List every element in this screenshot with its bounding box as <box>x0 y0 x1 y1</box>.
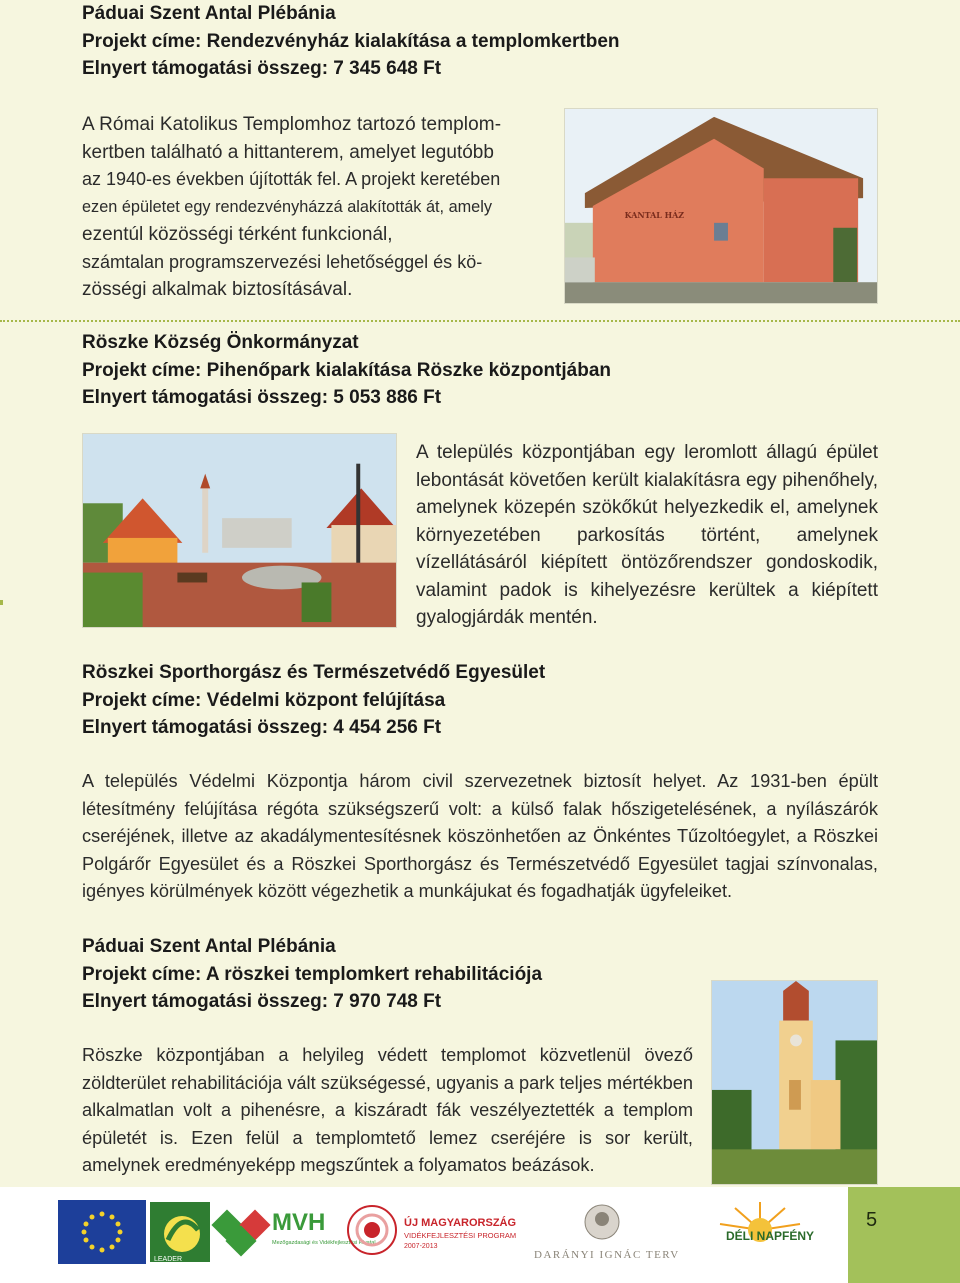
deli-napfeny-label: DÉLI NAPFÉNY <box>726 1229 815 1243</box>
umvp-line2: VIDÉKFEJLESZTÉSI PROGRAM <box>404 1231 517 1240</box>
section4-header <box>82 933 542 1016</box>
section4-title: Projekt címe: A röszkei templomkert rehabilitációja <box>82 963 543 985</box>
section1-amount: Elnyert támogatási összeg: 7 345 648 Ft <box>82 58 442 79</box>
section3-text: A település Védelmi Központja három civil szervezetnek biztosít helyet. Az 1931-ben épült létesítmény felújítása régóta szükségszerű volt: a külső falak hőszigetelésének, a nyílászárók cseréjének, illetve az akadálymentesítésnek köszönhetően az Önkéntes Tűzoltóegylet, a Röszkei Polgárőr Egyesület és a Röszkei Sporthorgász és Természetvédő Egyesület tagjai színvonalas, igényes körülmények között végezhetik a munkájukat és fogadhatják ügyfeleiket. <box>82 771 878 901</box>
margin-mark <box>0 600 3 605</box>
daranyi-logo <box>534 1200 684 1264</box>
mvh-sublabel: Mezőgazdasági és Vidékfejlesztési Hivatal <box>272 1240 376 1246</box>
divider-dots <box>0 320 960 322</box>
section2-text: A település központjában egy leromlott állagú épület lebontását követően került kialakításra egy pihenőhely, amelynek közepén szökőkút helyezkedik el, amelynek környezetében parkosítás történt, amelynek vízellátásáról kiépített öntözőrendszer gondoskodik, valamint padok is kihelyezésre kerültek a kiépített gyalogjárdák mentén. <box>416 442 878 628</box>
event-house-photo <box>564 108 878 304</box>
section2-header <box>82 329 611 412</box>
section3-title: Projekt címe: Védelmi központ felújítása <box>82 689 446 711</box>
section1-line: az 1940-es években újították fel. A projekt keretében <box>82 169 501 189</box>
page-number: 5 <box>866 1209 878 1231</box>
section1-line: számtalan programszervezési lehetőséggel és kö- <box>82 251 483 272</box>
eu-flag-logo <box>58 1200 146 1264</box>
umvp-logo <box>340 1200 530 1264</box>
deli-napfeny-logo <box>690 1200 830 1264</box>
section4-org: Páduai Szent Antal Plébánia <box>82 936 336 957</box>
section2-title: Projekt címe: Pihenőpark kialakítása Röszke központjában <box>82 359 612 381</box>
mvh-label: MVH <box>272 1209 326 1236</box>
section1-title: Projekt címe: Rendezvényház kialakítása a templomkertben <box>82 30 620 52</box>
daranyi-label: DARÁNYI IGNÁC TERV <box>534 1249 680 1261</box>
section1-header <box>82 0 620 83</box>
leader-label: LEADER <box>154 1256 183 1263</box>
church-photo <box>711 980 878 1185</box>
section2-amount: Elnyert támogatási összeg: 5 053 886 Ft <box>82 387 442 408</box>
section2-org: Röszke Község Önkormányzat <box>82 332 359 353</box>
umvp-line1: ÚJ MAGYARORSZÁG <box>404 1217 517 1229</box>
section3-amount: Elnyert támogatási összeg: 4 454 256 Ft <box>82 717 442 738</box>
section4-amount: Elnyert támogatási összeg: 7 970 748 Ft <box>82 991 442 1012</box>
section1-line: ezentúl közösségi térként funkcionál, <box>82 224 393 245</box>
mvh-logo <box>214 1200 376 1264</box>
section3-org: Röszkei Sporthorgász és Természetvédő Egyesület <box>82 662 546 683</box>
section1-line: A Római Katolikus Templomhoz tartozó templom- <box>82 114 502 135</box>
section3-header <box>82 659 545 742</box>
section1-line: zösségi alkalmak biztosításával. <box>82 279 353 300</box>
section1-text <box>82 111 544 304</box>
page-number-tab <box>848 1187 960 1283</box>
section4-text: Röszke központjában a helyileg védett templomot közvetlenül övező zöldterület rehabilitációja vált szükségessé, ugyanis a park teljes mértékben alkalmatlan volt a pihenésre, a kiszáradt fák veszélyeztették a templom épületét is. Ezen felül a templomtető lemez cseréjére is sor került, amelynek eredményeképp megszűntek a folyamatos beázások. <box>82 1045 693 1175</box>
section1-line: ezen épületet egy rendezvényházzá alakították át, amely <box>82 197 492 216</box>
leader-logo <box>150 1200 210 1264</box>
umvp-years: 2007-2013 <box>404 1243 438 1250</box>
section1-org: Páduai Szent Antal Plébánia <box>82 3 336 24</box>
section1-line: kertben található a hittanterem, amelyet legutóbb <box>82 141 494 163</box>
rest-park-photo <box>82 433 397 628</box>
event-house-sign: KANTAL HÁZ <box>624 210 685 220</box>
